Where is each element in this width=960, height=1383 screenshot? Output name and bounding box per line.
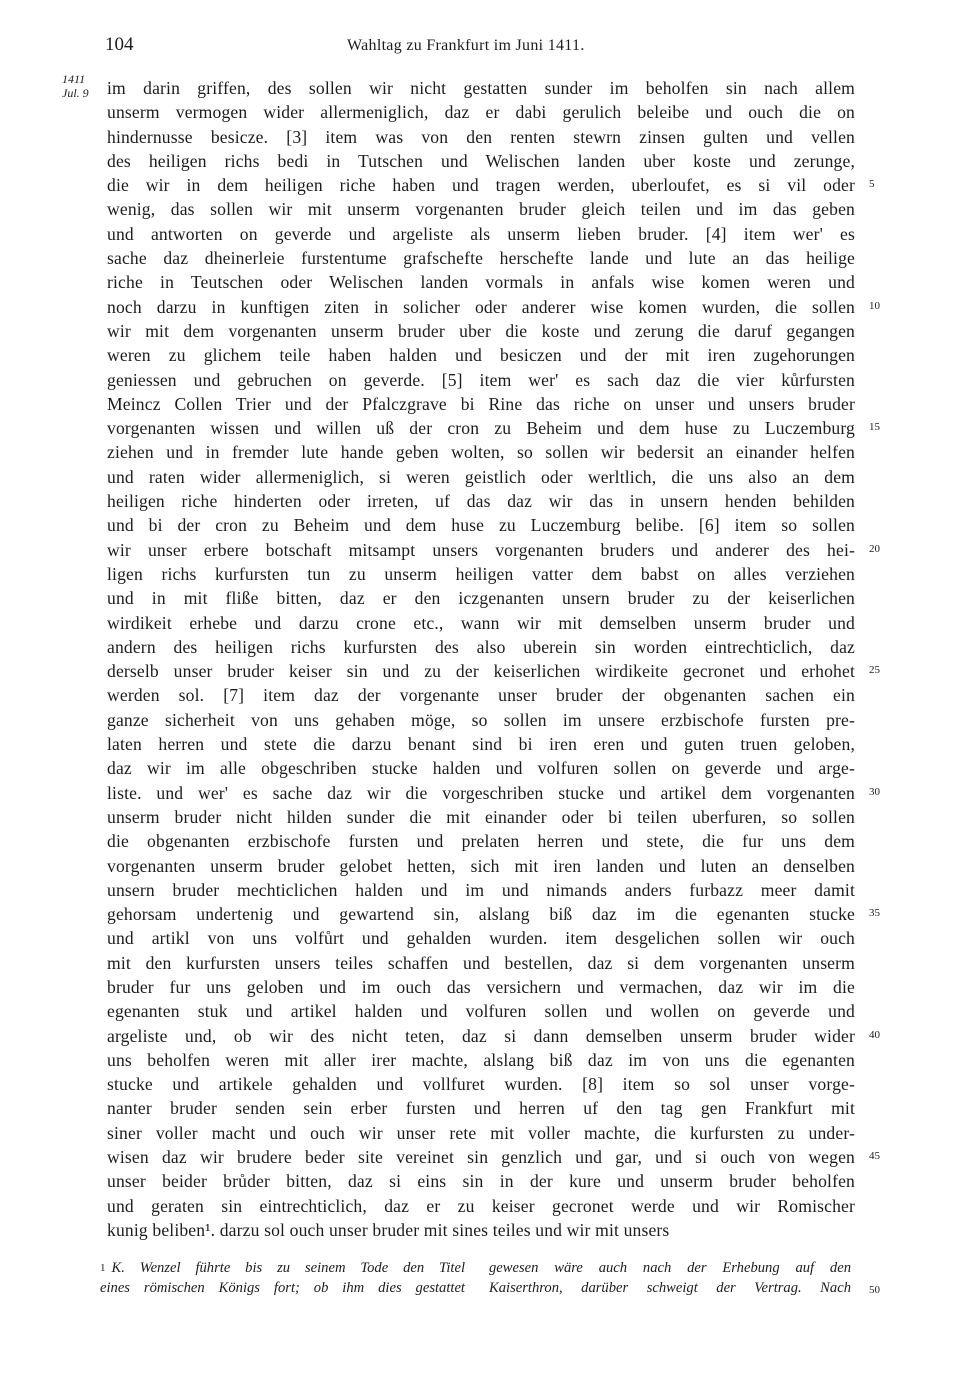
text-line: ligen richs kurfursten tun zu unserm heiligen vatter dem babst on alles verziehen [107, 563, 855, 584]
footnote-line [100, 1278, 855, 1298]
text-line: geniessen und gebruchen on geverde. [5] item wer' es sach daz die vier kůrfursten [107, 369, 855, 390]
text-line: nanter bruder senden sein erber fursten und herren uf den tag gen Frankfurt mit [107, 1098, 855, 1119]
margin-day: Jul. 9 [62, 86, 89, 100]
footnote-right-line: gewesen wäre auch nach der Erhebung auf den [489, 1260, 851, 1276]
text-line: und bi der cron zu Beheim und dem huse zu Luczemburg belibe. [6] item so sollen [107, 515, 855, 536]
line-number: 40 [869, 1028, 880, 1041]
margin-year: 1411 [62, 72, 86, 86]
text-line: derselb unser bruder keiser sin und zu der keiserlichen wirdikeite gecronet und erhohet [107, 661, 855, 682]
text-line: sache daz dheinerleie furstentume grafschefte herschefte lande und lute an das heilige [107, 248, 855, 269]
footnote-text: K. Wenzel führte bis zu seinem Tode den Titel [111, 1260, 465, 1276]
text-line: und artikl von uns volfůrt und gehalden wurden. item desgelichen sollen wir ouch [107, 928, 855, 949]
footnote-line [100, 1258, 855, 1278]
text-line: unserm vermogen wider allermeniglich, daz er dabi gerulich beleibe und ouch die on [107, 102, 855, 123]
text-line: die wir in dem heiligen riche haben und tragen werden, uberloufet, es si vil oder [107, 175, 855, 196]
text-line: weren zu glichem teile haben halden und besiczen und der mit iren zugehorungen [107, 345, 855, 366]
footnote-left-line: eines römischen Königs fort; ob ihm dies gestattet [100, 1280, 465, 1296]
text-line: im darin griffen, des sollen wir nicht gestatten sunder im beholfen sin nach allem [107, 78, 855, 98]
text-line: die obgenanten erzbischofe fursten und prelaten herren und stete, die fur uns dem [107, 831, 855, 852]
page-number: 104 [105, 34, 134, 55]
text-line: ganze sicherheit von uns gehaben möge, so sollen im unsere erzbischofe fursten pre- [107, 709, 855, 730]
text-line: daz wir im alle obgeschriben stucke halden und volfuren sollen on geverde und arge- [107, 758, 855, 779]
text-line: stucke und artikele gehalden und vollfuret wurden. [8] item so sol unser vorge- [107, 1074, 855, 1095]
text-line: egenanten stuk und artikel halden und volfuren sollen und wollen on geverde und [107, 1001, 855, 1022]
text-line: noch darzu in kunftigen ziten in solicher oder anderer wise komen wurden, die sollen [107, 296, 855, 317]
text-line: vorgenanten unserm bruder gelobet hetten, sich mit iren landen und luten an denselben [107, 855, 855, 876]
text-line: wir unser erbere botschaft mitsampt unsers vorgenanten bruders und anderer des hei- [107, 539, 855, 560]
text-line: siner voller macht und ouch wir unser rete mit voller machte, die kurfursten zu under- [107, 1122, 855, 1143]
text-line: kunig beliben¹. darzu sol ouch unser bruder mit sines teiles und wir mit unsers [107, 1219, 670, 1240]
text-line: wisen daz wir brudere beder site vereinet sin genzlich und gar, und si ouch von wegen [107, 1147, 855, 1168]
text-line: gehorsam undertenig und gewartend sin, alslang biß daz im die egenanten stucke [107, 904, 855, 925]
margin-date-note [62, 72, 89, 100]
text-line: vorgenanten wissen und willen uß der cron zu Beheim und dem huse zu Luczemburg [107, 418, 855, 439]
line-number: 45 [869, 1150, 880, 1163]
line-number: 30 [869, 785, 880, 798]
footnote-left-line [100, 1258, 465, 1278]
text-line: Meincz Collen Trier und der Pfalczgrave bi Rine das riche on unser und unsers bruder [107, 393, 855, 414]
text-line: bruder fur uns geloben und im ouch das versichern und vermachen, daz wir im die [107, 976, 855, 997]
text-line: andern des heiligen richs kurfursten des also uberein sin worden eintrechticlich, daz [107, 636, 855, 657]
text-line: argeliste und, ob wir des nicht teten, daz si dann demselben unserm bruder wider [107, 1025, 855, 1046]
footnote-line-number: 50 [869, 1284, 880, 1296]
text-line: hindernusse besicze. [3] item was von den renten stewrn zinsen gulten und vellen [107, 126, 855, 147]
line-number: 25 [869, 664, 880, 677]
text-line: laten herren und stete die darzu benant sind bi iren eren und guten truen geloben, [107, 734, 855, 755]
text-line: wirdikeit erhebe und darzu crone etc., wann wir mit demselben unserm bruder und [107, 612, 855, 633]
text-line: ziehen und in fremder lute hande geben wolten, so sollen wir bedersit an einander helfen [107, 442, 855, 463]
text-line: riche in Teutschen oder Welischen landen vormals in anfals wise komen weren und [107, 272, 855, 293]
text-line: mit den kurfursten unsers teiles schaffen und bestellen, daz si dem vorgenanten unserm [107, 952, 855, 973]
footnotes [100, 1258, 855, 1298]
text-line: uns beholfen weren mit aller irer machte, alslang biß daz im von uns die egenanten [107, 1049, 855, 1070]
text-line: liste. und wer' es sache daz wir die vorgeschriben stucke und artikel dem vorgenanten [107, 782, 855, 803]
footnote-marker: 1 [100, 1262, 106, 1274]
text-line: und raten wider allermeniglich, si weren geistlich oder werltlich, die uns also an dem [107, 466, 855, 487]
running-title: Wahltag zu Frankfurt im Juni 1411. [347, 37, 585, 54]
text-line: des heiligen richs bedi in Tutschen und Welischen landen uber koste und zerunge, [107, 150, 855, 171]
text-line: und in mit fliße bitten, daz er den iczgenanten unsern bruder zu der keiserlichen [107, 588, 855, 609]
line-number: 20 [869, 542, 880, 555]
line-number: 10 [869, 299, 880, 312]
text-line: und geraten sin eintrechticlich, daz er zu keiser gecronet werde und wir Romischer [107, 1195, 855, 1216]
text-line: wenig, das sollen wir mit unserm vorgenanten bruder gleich teilen und im das geben [107, 199, 855, 220]
footnote-right-line: Kaiserthron, darüber schweigt der Vertrag. Nach [489, 1280, 851, 1296]
line-number: 35 [869, 907, 880, 920]
text-line: werden sol. [7] item daz der vorgenante unser bruder der obgenanten sachen ein [107, 685, 855, 706]
line-number: 15 [869, 421, 880, 434]
text-line: unsern bruder mechticlichen halden und im und nimands anders furbazz meer damit [107, 879, 855, 900]
text-line: wir mit dem vorgenanten unserm bruder uber die koste und zerung die daruf gegangen [107, 320, 855, 341]
text-line: und antworten on geverde und argeliste als unserm lieben bruder. [4] item wer' es [107, 223, 855, 244]
text-line: heiligen riche hinderten oder irreten, uf das daz wir das in unsern henden behilden [107, 491, 855, 512]
line-number: 5 [869, 178, 875, 191]
main-text [107, 76, 855, 1242]
page-header [105, 34, 857, 60]
text-line: unserm bruder nicht hilden sunder die mit einander oder bi teilen uberfuren, so sollen [107, 806, 855, 827]
text-line: unser beider brůder bitten, daz si eins sin in der kure und unserm bruder beholfen [107, 1171, 855, 1192]
